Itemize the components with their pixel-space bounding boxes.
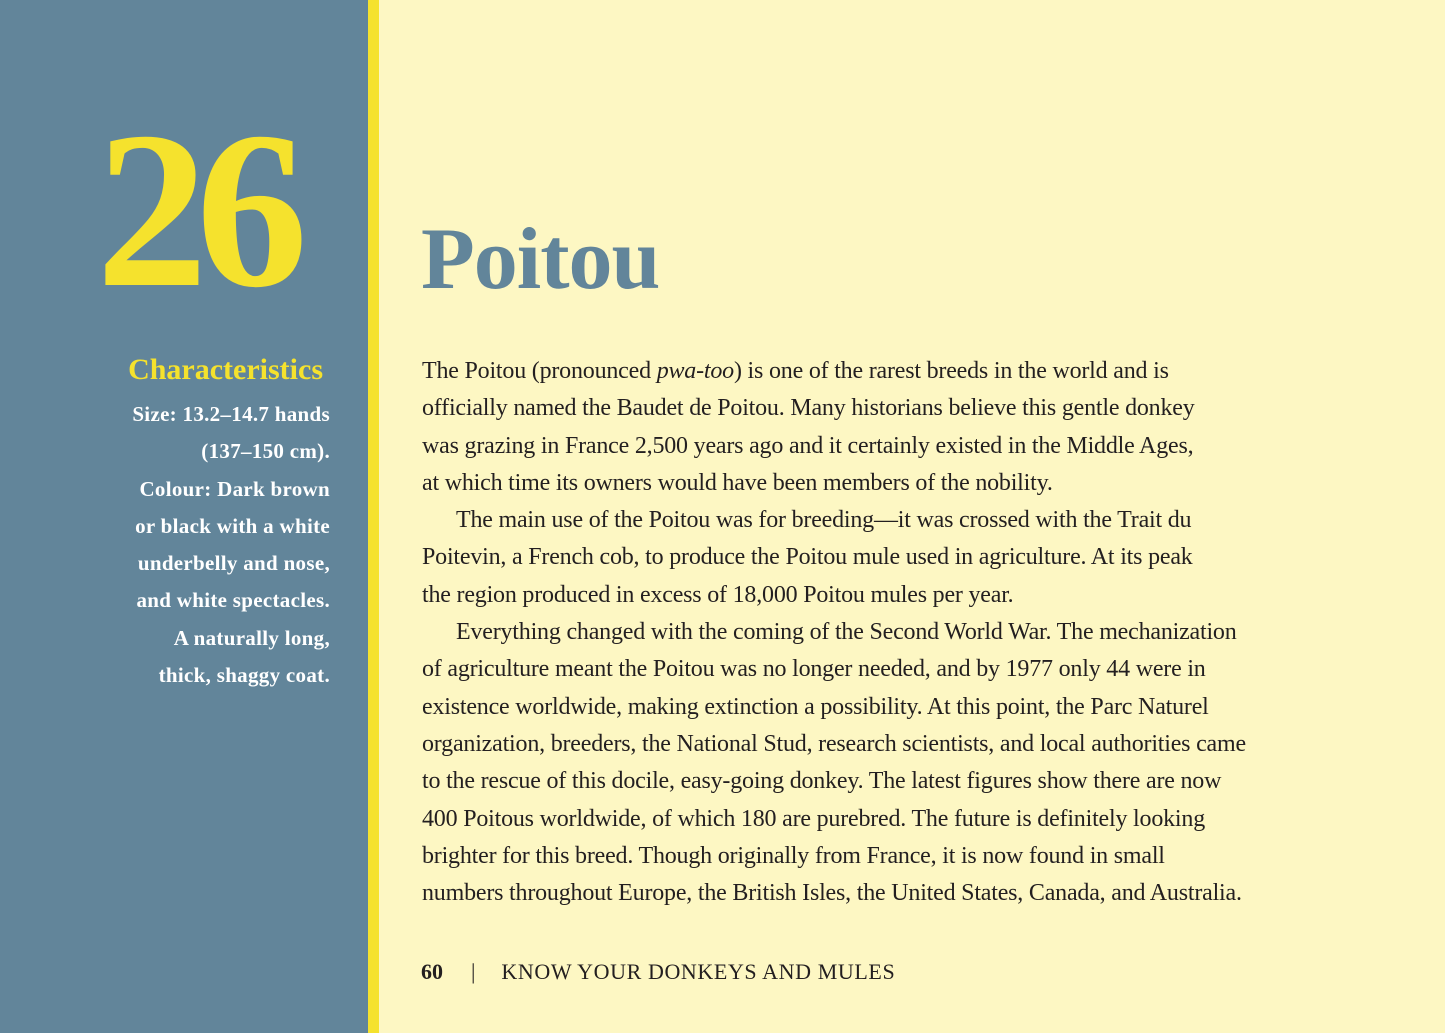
- characteristics-line: and white spectacles.: [136, 588, 330, 613]
- body-line: organization, breeders, the National Stud, research scientists, and local authorities came: [422, 730, 1246, 757]
- body-line: the region produced in excess of 18,000 Poitou mules per year.: [422, 581, 1014, 608]
- characteristics-line: thick, shaggy coat.: [158, 663, 330, 688]
- body-line: Poitevin, a French cob, to produce the Poitou mule used in agriculture. At its peak: [422, 544, 1193, 571]
- body-text-segment: ) is one of the rarest breeds in the world and is: [733, 358, 1169, 384]
- body-line: Everything changed with the coming of the Second World War. The mechanization: [456, 619, 1237, 646]
- body-line: at which time its owners would have been members of the nobility.: [422, 469, 1053, 496]
- pronunciation-text: pwa-too: [656, 358, 734, 384]
- body-line: officially named the Baudet de Poitou. Many historians believe this gentle donkey: [422, 395, 1195, 422]
- characteristics-list: [50, 396, 330, 694]
- characteristics-heading: Characteristics: [128, 353, 323, 386]
- body-line: existence worldwide, making extinction a possibility. At this point, the Parc Naturel: [422, 693, 1209, 720]
- characteristics-line: (137–150 cm).: [201, 439, 330, 464]
- page-number: 60: [421, 959, 443, 984]
- page-title: Poitou: [421, 211, 660, 308]
- characteristics-line: underbelly and nose,: [137, 551, 330, 576]
- body-line: The main use of the Poitou was for breeding—it was crossed with the Trait du: [456, 507, 1192, 534]
- characteristics-line: Size: 13.2–14.7 hands: [132, 402, 330, 426]
- body-line: brighter for this breed. Though originally from France, it is now found in small: [422, 842, 1165, 869]
- body-line: numbers throughout Europe, the British Isles, the United States, Canada, and Australia.: [422, 880, 1242, 907]
- page-footer: [421, 955, 895, 989]
- footer-separator: |: [471, 959, 476, 984]
- characteristics-line: Colour: Dark brown: [139, 476, 330, 501]
- body-line: to the rescue of this docile, easy-going donkey. The latest figures show there are now: [422, 768, 1222, 795]
- body-line: of agriculture meant the Poitou was no longer needed, and by 1977 only 44 were in: [422, 656, 1206, 683]
- article-body: [422, 353, 1327, 912]
- yellow-divider-stripe: [368, 0, 379, 1033]
- body-line: [422, 353, 1327, 390]
- body-line: 400 Poitous worldwide, of which 180 are purebred. The future is definitely looking: [422, 805, 1205, 832]
- breed-number: 26: [96, 86, 296, 334]
- body-text-segment: The Poitou (pronounced: [422, 358, 657, 384]
- body-line: was grazing in France 2,500 years ago and it certainly existed in the Middle Ages,: [422, 432, 1194, 459]
- characteristics-line: A naturally long,: [173, 625, 330, 650]
- characteristics-line: or black with a white: [135, 513, 330, 538]
- book-title: KNOW YOUR DONKEYS AND MULES: [501, 959, 896, 984]
